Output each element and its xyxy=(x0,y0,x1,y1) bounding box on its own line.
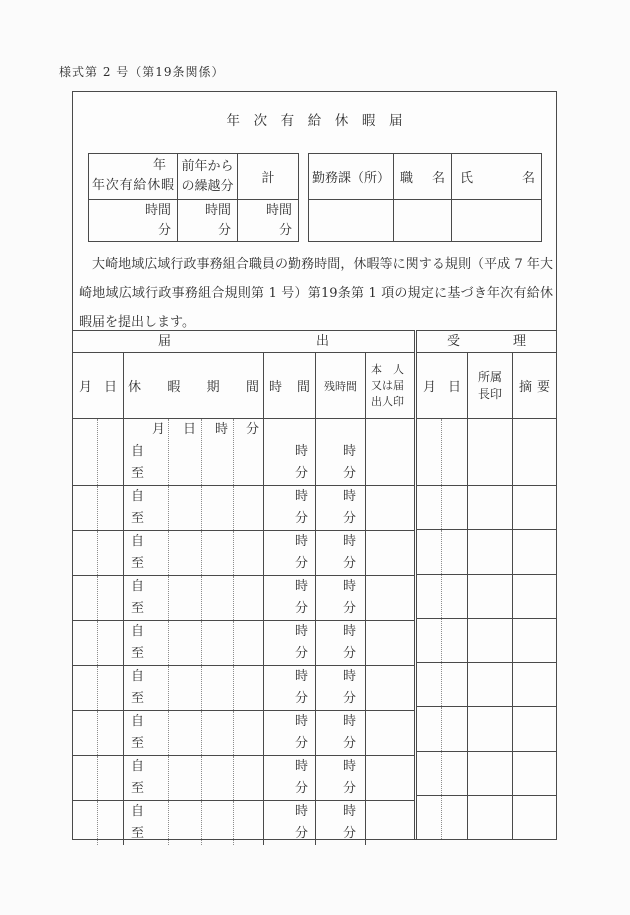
month-day-cell xyxy=(73,621,123,665)
leave-period-cell: 自 至 xyxy=(123,486,263,530)
total-header-cell xyxy=(237,154,298,199)
table-row xyxy=(417,574,556,618)
seal-cell xyxy=(365,576,414,620)
remarks-cell xyxy=(512,619,556,662)
supervisor-seal-cell xyxy=(467,707,512,750)
hours-cell: 時 分 xyxy=(263,576,315,620)
department-label: 勤務課（所） xyxy=(311,171,390,186)
seal-cell xyxy=(365,531,414,575)
header-acceptance-month-day: 月 日 xyxy=(423,380,461,395)
table-row xyxy=(73,418,414,485)
leave-period-cell: 自 至 xyxy=(123,576,263,620)
remarks-cell xyxy=(512,752,556,795)
title-row xyxy=(73,109,556,129)
header-applicant-seal: 本 人 又は届 出人印 xyxy=(365,353,414,418)
department-header-cell xyxy=(309,154,393,199)
table-row xyxy=(417,706,556,750)
acceptance-month-day-cell xyxy=(417,663,467,706)
hours-cell: 時 分 xyxy=(263,666,315,710)
month-day-cell xyxy=(73,576,123,620)
department-value-cell xyxy=(309,200,393,241)
carryover-header-cell xyxy=(177,154,237,199)
hours-cell: 時 分 xyxy=(263,486,315,530)
minutes-unit: 分 xyxy=(217,222,231,238)
month-day-cell xyxy=(73,419,123,485)
table-row xyxy=(73,755,414,800)
remaining-hours-cell: 時 分 xyxy=(315,486,365,530)
acceptance-month-day-cell xyxy=(417,707,467,750)
acceptance-month-day-cell xyxy=(417,530,467,573)
remaining-hours-cell: 時 分 xyxy=(315,576,365,620)
position-header-cell xyxy=(393,154,451,199)
supervisor-seal-cell xyxy=(467,752,512,795)
hours-unit: 時間 xyxy=(144,202,171,218)
month-day-cell xyxy=(73,531,123,575)
table-row xyxy=(73,800,414,845)
table-row xyxy=(417,795,556,839)
month-day-cell xyxy=(73,756,123,800)
hours-cell: 時 分 xyxy=(263,419,315,485)
carryover-label-line2: の繰越分 xyxy=(181,178,234,194)
form-number-label: 様式第 2 号（第19条関係） xyxy=(59,65,225,79)
leave-period-cell: 自 至 xyxy=(123,531,263,575)
seal-cell xyxy=(365,666,414,710)
header-leave-period: 休 暇 期 間 xyxy=(123,353,263,418)
acceptance-month-day-cell xyxy=(417,575,467,618)
header-remaining-hours: 残時間 xyxy=(315,353,365,418)
annual-leave-value-cell xyxy=(89,200,177,241)
hours-cell: 時 分 xyxy=(263,756,315,800)
seal-cell xyxy=(365,801,414,845)
remarks-cell xyxy=(512,419,556,485)
header-supervisor-seal: 所属 長印 xyxy=(467,353,512,418)
remaining-hours-cell: 時 分 xyxy=(315,801,365,845)
seal-cell xyxy=(365,711,414,755)
period-unit-labels: 月 日 時 分 xyxy=(152,422,260,437)
remarks-cell xyxy=(512,796,556,839)
minutes-unit: 分 xyxy=(278,222,292,238)
position-label: 職 名 xyxy=(400,171,445,186)
staff-info-table xyxy=(308,153,542,242)
supervisor-seal-cell xyxy=(467,575,512,618)
annual-leave-header-cell xyxy=(89,154,177,199)
table-row xyxy=(417,662,556,706)
minutes-unit: 分 xyxy=(157,222,171,238)
remarks-cell xyxy=(512,707,556,750)
leave-period-cell xyxy=(123,419,263,485)
remaining-hours-cell: 時 分 xyxy=(315,666,365,710)
seal-cell xyxy=(365,621,414,665)
acceptance-month-day-cell xyxy=(417,752,467,795)
acceptance-table xyxy=(416,330,557,840)
name-header-cell xyxy=(451,154,543,199)
notification-band-header: 届 出 xyxy=(158,334,329,349)
seal-cell xyxy=(365,419,414,485)
table-row xyxy=(73,665,414,710)
acceptance-month-day-cell xyxy=(417,419,467,485)
month-day-cell xyxy=(73,711,123,755)
hours-cell: 時 分 xyxy=(263,621,315,665)
table-row xyxy=(73,530,414,575)
remarks-cell xyxy=(512,530,556,573)
annual-leave-label: 年 次 有 給 休 暇 xyxy=(92,178,174,193)
statement-paragraph: 大崎地域広域行政事務組合職員の勤務時間，休暇等に関する規則（平成 7 年大崎地域広域行政事務組合規則第 1 号）第19条第 1 項の規定に基づき年次有給休暇届を提出します。 xyxy=(79,257,553,330)
table-row xyxy=(73,620,414,665)
year-label: 年 xyxy=(152,158,166,173)
supervisor-seal-cell xyxy=(467,663,512,706)
hours-cell: 時 分 xyxy=(263,531,315,575)
hours-cell: 時 分 xyxy=(263,801,315,845)
acceptance-month-day-cell xyxy=(417,619,467,662)
table-row xyxy=(73,575,414,620)
header-remarks: 摘 要 xyxy=(512,353,556,418)
remaining-hours-cell: 時 分 xyxy=(315,756,365,800)
carryover-label-line1: 前年から xyxy=(181,158,234,174)
supervisor-seal-cell xyxy=(467,419,512,485)
table-row xyxy=(73,710,414,755)
notification-table xyxy=(72,330,415,840)
table-row xyxy=(417,418,556,485)
remaining-hours-cell: 時 分 xyxy=(315,419,365,485)
table-row xyxy=(417,618,556,662)
total-value-cell xyxy=(237,200,298,241)
supervisor-seal-cell xyxy=(467,796,512,839)
leave-period-cell: 自 至 xyxy=(123,621,263,665)
table-row xyxy=(417,529,556,573)
hours-cell: 時 分 xyxy=(263,711,315,755)
header-hours: 時 間 xyxy=(263,353,315,418)
acceptance-month-day-cell xyxy=(417,486,467,529)
table-row xyxy=(417,751,556,795)
form-sheet xyxy=(72,91,557,840)
month-day-cell xyxy=(73,486,123,530)
total-label: 計 xyxy=(261,171,275,186)
supervisor-seal-cell xyxy=(467,486,512,529)
supervisor-seal-cell xyxy=(467,530,512,573)
leave-balance-table xyxy=(88,153,299,242)
leave-period-cell: 自 至 xyxy=(123,666,263,710)
remaining-hours-cell: 時 分 xyxy=(315,711,365,755)
leave-period-cell: 自 至 xyxy=(123,711,263,755)
page-title: 年 次 有 給 休 暇 届 xyxy=(226,113,403,129)
remarks-cell xyxy=(512,663,556,706)
acceptance-month-day-cell xyxy=(417,796,467,839)
seal-cell xyxy=(365,756,414,800)
supervisor-seal-cell xyxy=(467,619,512,662)
name-label: 氏 名 xyxy=(460,171,535,186)
header-month-day: 月 日 xyxy=(79,380,117,395)
to-label: 至 xyxy=(131,466,145,481)
table-row xyxy=(73,485,414,530)
remaining-hours-cell: 時 分 xyxy=(315,531,365,575)
month-day-cell xyxy=(73,801,123,845)
position-value-cell xyxy=(393,200,451,241)
seal-cell xyxy=(365,486,414,530)
table-row xyxy=(417,485,556,529)
month-day-cell xyxy=(73,666,123,710)
hours-unit: 時間 xyxy=(204,202,231,218)
leave-period-cell: 自 至 xyxy=(123,756,263,800)
remarks-cell xyxy=(512,486,556,529)
acceptance-band-header: 受 理 xyxy=(447,334,526,349)
remaining-hours-cell: 時 分 xyxy=(315,621,365,665)
carryover-value-cell xyxy=(177,200,237,241)
from-label: 自 xyxy=(131,444,145,459)
name-value-cell xyxy=(451,200,543,241)
leave-period-cell: 自 至 xyxy=(123,801,263,845)
hours-unit: 時間 xyxy=(265,202,292,218)
remarks-cell xyxy=(512,575,556,618)
